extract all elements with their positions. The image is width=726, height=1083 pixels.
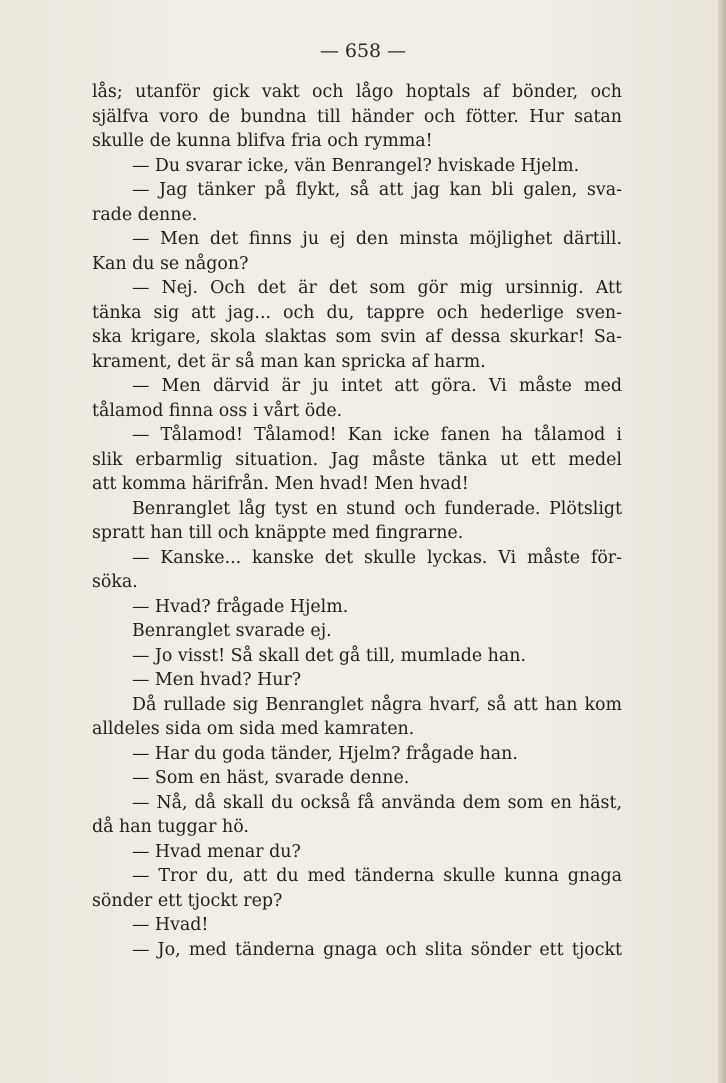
text-line: — Hvad menar du? xyxy=(132,841,301,862)
text-line: Benranglet svarade ej. xyxy=(132,621,332,641)
text-line: sönder ett tjockt rep? xyxy=(92,890,283,911)
text-line: — Har du goda tänder, Hjelm? frågade han. xyxy=(132,743,518,764)
body-text xyxy=(92,80,622,962)
text-line: spratt han till och knäppte med fingrarne. xyxy=(92,523,464,543)
text-line: lås; utanför gick vakt och lågo hoptals af bönder, och xyxy=(92,82,622,102)
text-line: — Nej. Och det är det som gör mig ursinnig. Att xyxy=(132,278,622,298)
text-line: att komma härifrån. Men hvad! Men hvad! xyxy=(92,474,469,494)
text-line: — Som en häst, svarade denne. xyxy=(132,768,410,788)
text-line: söka. xyxy=(92,572,138,592)
text-line: — Tror du, att du med tänderna skulle kunna gnaga xyxy=(132,866,622,886)
text-line: ska krigare, skola slaktas som svin af dessa skurkar! Sa- xyxy=(92,327,622,347)
page-edge xyxy=(718,0,726,1083)
text-line: då han tuggar hö. xyxy=(92,817,249,837)
text-line: — Jo visst! Så skall det gå till, mumlade han. xyxy=(132,645,526,666)
text-line: själfva voro de bundna till händer och fötter. Hur satan xyxy=(92,106,622,127)
text-line: slik erbarmlig situation. Jag måste tänka ut ett medel xyxy=(92,449,622,470)
text-line: — Nå, då skall du också få använda dem som en häst, xyxy=(132,792,622,813)
text-line: — Du svarar icke, vän Benrangel? hviskade Hjelm. xyxy=(132,155,580,176)
text-line: Då rullade sig Benranglet några hvarf, så att han kom xyxy=(132,694,622,715)
text-line: Kan du se någon? xyxy=(92,253,249,274)
text-line: — Kanske... kanske det skulle lyckas. Vi måste för- xyxy=(132,547,622,568)
text-line: — Tålamod! Tålamod! Kan icke fanen ha tålamod i xyxy=(132,425,622,445)
text-line: Benranglet låg tyst en stund och funderade. Plötsligt xyxy=(132,498,622,519)
text-line: alldeles sida om sida med kamraten. xyxy=(92,719,415,739)
text-line: krament, det är så man kan spricka af harm. xyxy=(92,351,486,372)
text-line: — Jo, med tänderna gnaga och slita sönder ett tjockt xyxy=(132,939,622,960)
text-line: tänka sig att jag... och du, tappre och hederlige sven- xyxy=(92,302,622,323)
text-line: tålamod finna oss i vårt öde. xyxy=(92,400,343,421)
text-line: — Men hvad? Hur? xyxy=(132,670,302,690)
page-number: — 658 — xyxy=(319,40,407,62)
text-line: — Hvad? frågade Hjelm. xyxy=(132,596,349,617)
text-line: rade denne. xyxy=(92,204,198,225)
text-line: — Men därvid är ju intet att göra. Vi måste med xyxy=(132,376,622,396)
text-line: — Jag tänker på flykt, så att jag kan bli galen, sva- xyxy=(132,180,622,200)
text-line: — Hvad! xyxy=(132,915,209,935)
text-line: — Men det finns ju ej den minsta möjlighet därtill. xyxy=(132,229,622,249)
text-line: skulle de kunna blifva fria och rymma! xyxy=(92,131,433,151)
